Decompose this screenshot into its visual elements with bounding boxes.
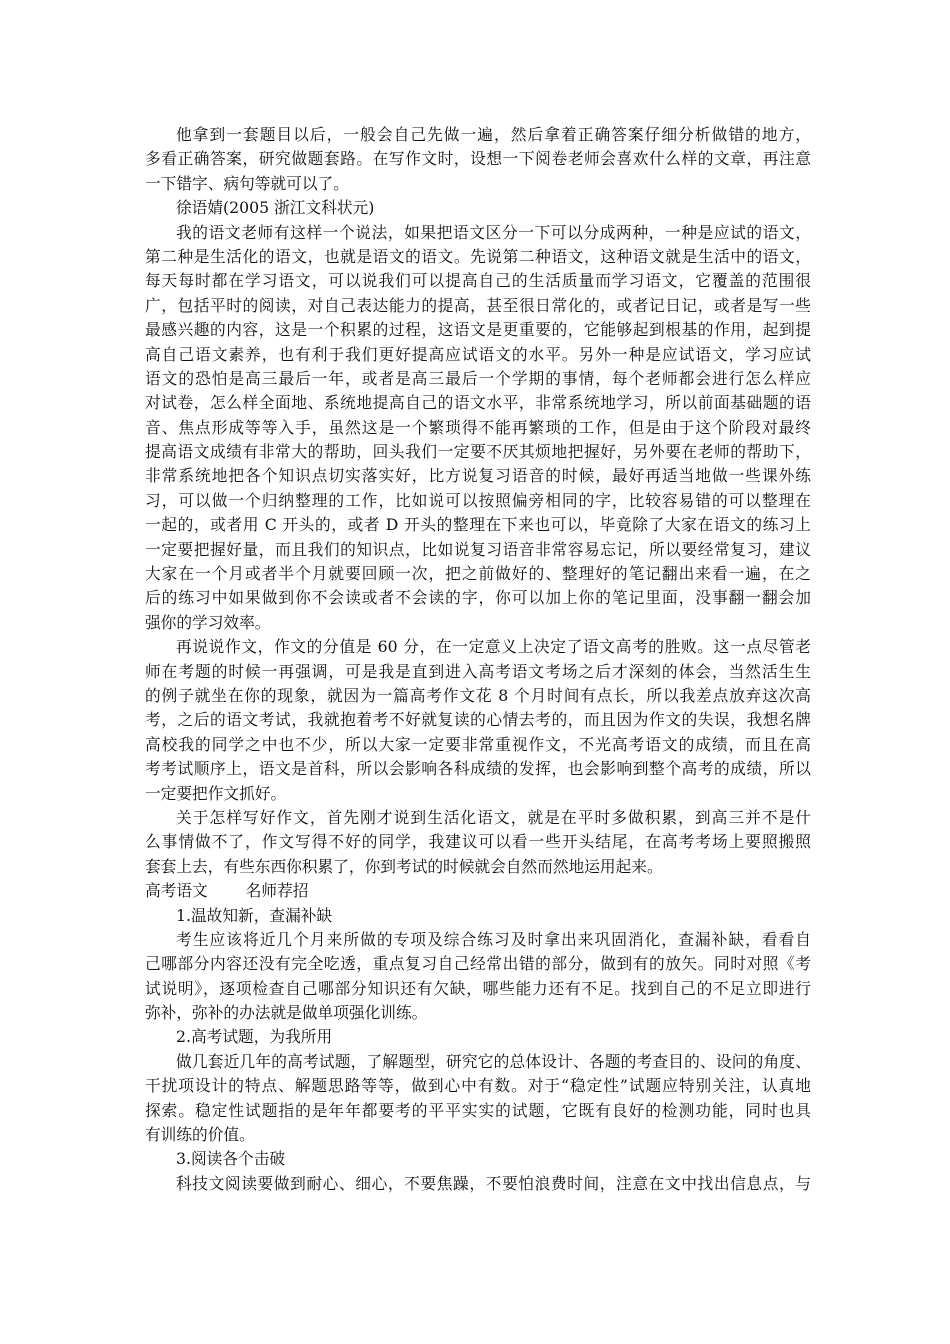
text-line: 做几套近几年的高考试题，了解题型，研究它的总体设计、各题的考查目的、设问的角度、 [176,1051,811,1071]
text-line: 音、焦点形成等等入手，虽然这是一个繁琐得不能再繁琐的工作，但是由于这个阶段对最终 [145,417,811,437]
subheading-1: 1.温故知新，查漏补缺 [176,905,333,925]
subheading-3: 3.阅读各个击破 [176,1149,286,1169]
text-line: 一定要把握好量，而且我们的知识点，比如说复习语音非常容易忘记，所以要经常复习，建议 [145,539,811,559]
text-line: 对试卷，怎么样全面地、系统地提高自己的语文水平，非常系统地学习，所以前面基础题的语 [145,393,811,413]
paragraph-3 [145,635,811,806]
section-title-part-a: 高考语文 [145,881,208,901]
paragraph-6 [145,1050,811,1148]
text-line: 我的语文老师有这样一个说法，如果把语文区分一下可以分成两种，一种是应试的语文， [176,222,811,242]
text-line: 大家在一个月或者半个月就要回顾一次，把之前做好的、整理好的笔记翻出来看一遍，在之 [145,564,811,584]
text-line: 套套上去，有些东西你积累了，你到考试的时候就会自然而然地运用起来。 [145,856,663,876]
text-line: 考，之后的语文考试，我就抱着考不好就复读的心情去考的，而且因为作文的失误，我想名牌 [145,710,811,730]
text-line: 多看正确答案，研究做题套路。在写作文时，设想一下阅卷老师会喜欢什么样的文章，再注意 [145,149,811,169]
text-line: 第二种是生活化的语文，也就是语文的语文。先说第二种语文，这种语文就是生活中的语文， [145,246,811,266]
paragraph-2 [145,221,811,636]
paragraph-5 [145,928,811,1026]
text-line: 师在考题的时候一再强调，可是我是直到进入高考语文考场之后才深刻的体会，当然活生生 [145,661,811,681]
subheading-2: 2.高考试题，为我所用 [176,1027,333,1047]
text-line: 考考试顺序上，语文是首科，所以会影响各科成绩的发挥，也会影响到整个高考的成绩，所以 [145,759,811,779]
text-line: 提高语文成绩有非常大的帮助，回头我们一定要不厌其烦地把握好，另外要在老师的帮助下， [145,442,811,462]
text-line: 每天每时都在学习语文，可以说我们可以提高自己的生活质量而学习语文，它覆盖的范围很 [145,271,811,291]
text-line: 己哪部分内容还没有完全吃透，重点复习自己经常出错的部分，做到有的放矢。同时对照《考 [145,954,811,974]
text-line: 高自己语文素养，也有利于我们更好提高应试语文的水平。另外一种是应试语文，学习应试 [145,344,811,364]
text-line: 么事情做不了，作文写得不好的同学，我建议可以看一些开头结尾，在高考考场上要照搬照 [145,832,811,852]
text-line: 的例子就坐在你的现象，就因为一篇高考作文花 8 个月时间有点长，所以我差点放弃这次高 [145,685,811,705]
text-line: 科技文阅读要做到耐心、细心，不要焦躁，不要怕浪费时间，注意在文中找出信息点，与 [176,1173,811,1193]
text-line: 一定要把作文抓好。 [145,783,287,803]
text-line: 一下错字、病句等就可以了。 [145,173,349,193]
text-line: 语文的恐怕是高三最后一年，或者是高三最后一个学期的事情，每个老师都会进行怎么样应 [145,368,811,388]
text-line: 高校我的同学之中也不少，所以大家一定要非常重视作文，不光高考语文的成绩，而且在高 [145,734,811,754]
text-line: 关于怎样写好作文，首先刚才说到生活化语文，就是在平时多做积累，到高三并不是什 [176,807,811,827]
section-title [145,879,811,903]
text-line: 探索。稳定性试题指的是年年都要考的平平实实的试题，它既有良好的检测功能，同时也具 [145,1100,811,1120]
author-line: 徐语婧(2005 浙江文科状元) [176,198,375,218]
paragraph-7 [145,1172,811,1196]
paragraph-4 [145,806,811,879]
text-line: 广，包括平时的阅读，对自己表达能力的提高，甚至很日常化的，或者记日记，或者是写一些 [145,295,811,315]
text-line: 试说明》，逐项检查自己哪部分知识还有欠缺，哪些能力还有不足。找到自己的不足立即进行 [145,978,811,998]
text-line: 他拿到一套题目以后，一般会自己先做一遍，然后拿着正确答案仔细分析做错的地方， [176,125,811,144]
text-line: 有训练的价值。 [145,1125,255,1145]
document-body [145,123,811,1196]
text-line: 弥补，弥补的办法就是做单项强化训练。 [145,1003,428,1023]
text-line: 考生应该将近几个月来所做的专项及综合练习及时拿出来巩固消化，查漏补缺，看看自 [176,929,811,949]
section-title-part-b: 名师荐招 [245,881,309,901]
text-line: 再说说作文，作文的分值是 60 分，在一定意义上决定了语文高考的胜败。这一点尽管老 [176,637,811,657]
paragraph-1 [145,123,811,196]
text-line: 最感兴趣的内容，这是一个积累的过程，这语文是更重要的，它能够起到根基的作用，起到提 [145,320,811,340]
text-line: 一起的，或者用 C 开头的，或者 D 开头的整理在下来也可以，毕竟除了大家在语文的练习上 [145,515,811,535]
text-line: 强你的学习效率。 [145,612,271,632]
text-line: 后的练习中如果做到你不会读或者不会读的字，你可以加上你的笔记里面，没事翻一翻会加 [145,588,811,608]
text-line: 干扰项设计的特点、解题思路等等，做到心中有数。对于“稳定性”试题应特别关注，认真地 [145,1076,811,1096]
text-line: 习，可以做一个归纳整理的工作，比如说可以按照偏旁相同的字，比较容易错的可以整理在 [145,490,811,510]
text-line: 非常系统地把各个知识点切实落实好，比方说复习语音的时候，最好再适当地做一些课外练 [145,466,811,486]
